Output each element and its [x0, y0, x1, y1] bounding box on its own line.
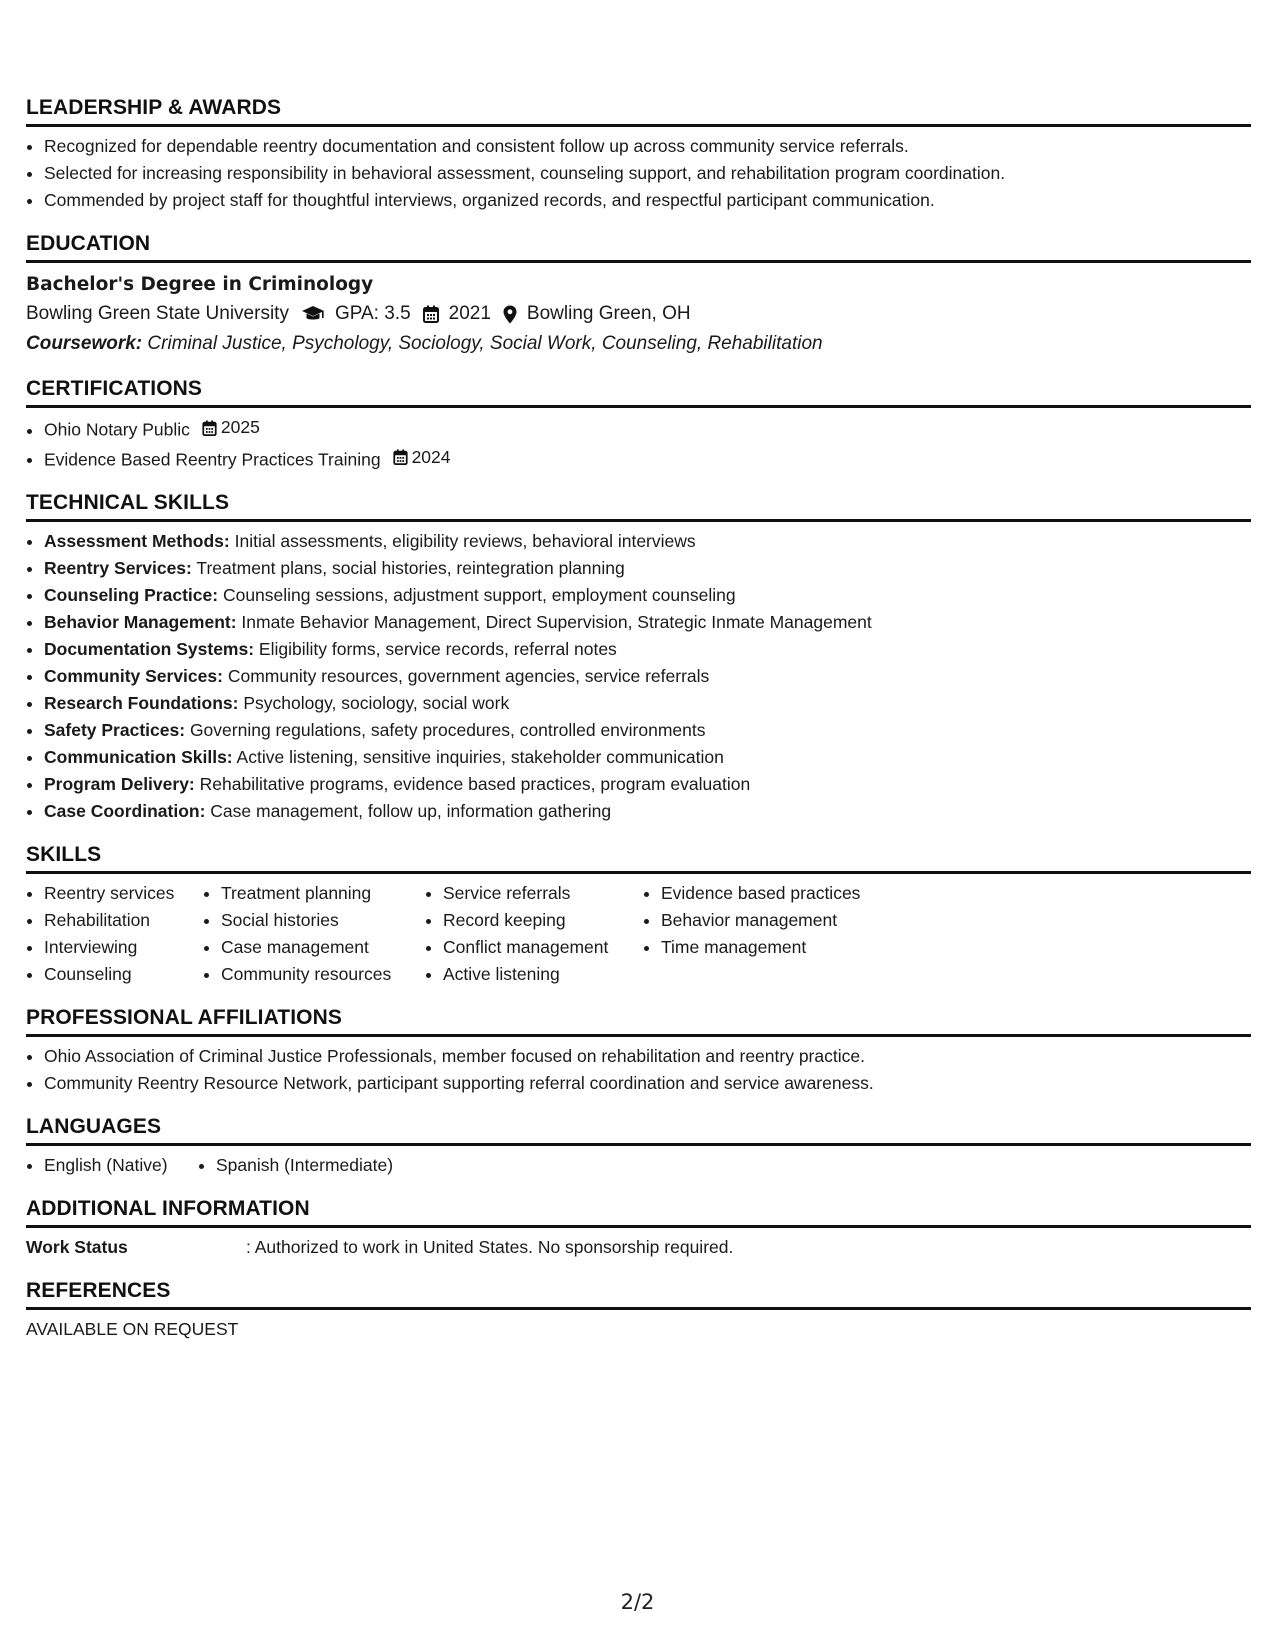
certifications-list	[26, 414, 1251, 473]
list-item	[44, 636, 1251, 663]
skill-category: Program Delivery:	[44, 774, 195, 794]
language-item: • English (Native)	[44, 1152, 194, 1179]
section-title-languages: LANGUAGES	[26, 1115, 1251, 1146]
list-item	[44, 528, 1251, 555]
list-item	[44, 744, 1251, 771]
skills-grid	[26, 880, 1251, 988]
section-title-affiliations: PROFESSIONAL AFFILIATIONS	[26, 1006, 1251, 1037]
graduation-cap-icon	[301, 305, 325, 323]
list-item: • Recognized for dependable reentry documentation and consistent follow up across community service referrals.	[44, 133, 1251, 160]
skill-item: • Social histories	[221, 907, 421, 934]
calendar-icon	[393, 449, 412, 465]
list-item	[44, 690, 1251, 717]
skill-item: • Community resources	[221, 961, 421, 988]
skill-category: Documentation Systems:	[44, 639, 255, 659]
certification-year-text: 2025	[220, 417, 260, 437]
list-item: • Selected for increasing responsibility in behavioral assessment, counseling support, and rehabilitation program coordination.	[44, 160, 1251, 187]
skill-detail: Psychology, sociology, social work	[243, 693, 510, 713]
certification-name: Evidence Based Reentry Practices Training	[44, 449, 381, 469]
school-name: Bowling Green State University	[26, 303, 289, 324]
skill-category: Communication Skills:	[44, 747, 233, 767]
degree-title: Bachelor's Degree in Criminology	[26, 274, 374, 295]
list-item: • Commended by project staff for thoughtful interviews, organized records, and respectful participant communication.	[44, 187, 1251, 214]
coursework-label: Coursework:	[26, 333, 143, 354]
skills-section	[26, 843, 1251, 988]
skill-item: • Conflict management	[443, 934, 639, 961]
education-section	[26, 232, 1251, 359]
skills-column	[203, 880, 421, 988]
list-item	[44, 771, 1251, 798]
gpa-value: GPA: 3.5	[334, 303, 411, 324]
section-title-leadership: LEADERSHIP & AWARDS	[26, 96, 1251, 127]
list-item	[44, 798, 1251, 825]
skill-item: • Time management	[661, 934, 901, 961]
section-title-references: REFERENCES	[26, 1279, 1251, 1310]
section-title-additional-info: ADDITIONAL INFORMATION	[26, 1197, 1251, 1228]
skill-category: Counseling Practice:	[44, 585, 219, 605]
certification-year	[393, 444, 451, 471]
list-item	[44, 582, 1251, 609]
coursework-line	[26, 329, 1251, 359]
skill-category: Safety Practices:	[44, 720, 186, 740]
leadership-list	[26, 133, 1251, 214]
certification-year	[202, 414, 260, 441]
leadership-awards-section	[26, 96, 1251, 214]
calendar-icon	[202, 420, 221, 436]
skill-detail: Counseling sessions, adjustment support, employment counseling	[222, 585, 736, 605]
skill-item: • Treatment planning	[221, 880, 421, 907]
skill-item: • Behavior management	[661, 907, 901, 934]
certification-year-text: 2024	[411, 446, 451, 467]
education-details	[26, 299, 1251, 329]
skill-detail: Community resources, government agencies, service referrals	[227, 666, 710, 686]
work-status-row	[26, 1234, 1251, 1261]
skill-category: Community Services:	[44, 666, 223, 686]
language-column	[198, 1152, 393, 1179]
work-status-label: Work Status	[26, 1237, 128, 1257]
technical-skills-section	[26, 491, 1251, 825]
certification-item	[44, 414, 1251, 444]
skills-column	[425, 880, 639, 988]
school-location: Bowling Green, OH	[526, 303, 691, 324]
list-item	[44, 663, 1251, 690]
skills-column	[643, 880, 901, 988]
skill-item: • Record keeping	[443, 907, 639, 934]
skill-item: • Interviewing	[44, 934, 199, 961]
skill-item: • Reentry services	[44, 880, 199, 907]
list-item: • Community Reentry Resource Network, participant supporting referral coordination and service awareness.	[44, 1070, 1251, 1097]
section-title-certifications: CERTIFICATIONS	[26, 377, 1251, 408]
skill-item: • Rehabilitation	[44, 907, 199, 934]
skill-detail: Governing regulations, safety procedures, controlled environments	[189, 720, 706, 740]
list-item	[44, 609, 1251, 636]
skill-item: • Counseling	[44, 961, 199, 988]
certifications-section	[26, 377, 1251, 473]
references-section	[26, 1279, 1251, 1343]
work-status-value: : Authorized to work in United States. No sponsorship required.	[246, 1237, 734, 1257]
skill-item: • Case management	[221, 934, 421, 961]
map-pin-icon	[503, 305, 517, 324]
skill-detail: Initial assessments, eligibility reviews, behavioral interviews	[234, 531, 696, 551]
calendar-icon	[423, 305, 439, 323]
language-column	[26, 1152, 194, 1179]
skill-category: Reentry Services:	[44, 558, 192, 578]
affiliations-section	[26, 1006, 1251, 1097]
page-number: 2/2	[620, 1590, 655, 1614]
technical-skills-list	[26, 528, 1251, 825]
list-item: • Ohio Association of Criminal Justice Professionals, member focused on rehabilitation and reentry practice.	[44, 1043, 1251, 1070]
section-title-education: EDUCATION	[26, 232, 1251, 263]
skill-item: • Active listening	[443, 961, 639, 988]
certification-item	[44, 444, 1251, 474]
language-item: • Spanish (Intermediate)	[216, 1152, 393, 1179]
skill-item: • Service referrals	[443, 880, 639, 907]
resume-page	[26, 96, 1251, 1361]
skills-column	[26, 880, 199, 988]
skill-item: • Evidence based practices	[661, 880, 901, 907]
graduation-year: 2021	[448, 303, 491, 324]
skill-detail: Active listening, sensitive inquiries, stakeholder communication	[236, 747, 724, 767]
skill-category: Assessment Methods:	[44, 531, 230, 551]
additional-info-section	[26, 1197, 1251, 1261]
skill-detail: Rehabilitative programs, evidence based practices, program evaluation	[199, 774, 751, 794]
section-title-technical-skills: TECHNICAL SKILLS	[26, 491, 1251, 522]
affiliations-list	[26, 1043, 1251, 1097]
skill-category: Behavior Management:	[44, 612, 237, 632]
section-title-skills: SKILLS	[26, 843, 1251, 874]
coursework-list: Criminal Justice, Psychology, Sociology, Social Work, Counseling, Rehabilitation	[147, 333, 823, 354]
certification-name: Ohio Notary Public	[44, 419, 190, 440]
languages-section	[26, 1115, 1251, 1179]
references-text: AVAILABLE ON REQUEST	[26, 1319, 239, 1339]
languages-list	[26, 1152, 1251, 1179]
skill-detail: Case management, follow up, information gathering	[210, 801, 612, 821]
skill-detail: Treatment plans, social histories, reintegration planning	[196, 558, 625, 578]
list-item	[44, 555, 1251, 582]
skill-detail: Inmate Behavior Management, Direct Supervision, Strategic Inmate Management	[241, 612, 872, 632]
skill-category: Research Foundations:	[44, 693, 239, 713]
list-item	[44, 717, 1251, 744]
skill-category: Case Coordination:	[44, 801, 206, 821]
skill-detail: Eligibility forms, service records, referral notes	[258, 639, 617, 659]
